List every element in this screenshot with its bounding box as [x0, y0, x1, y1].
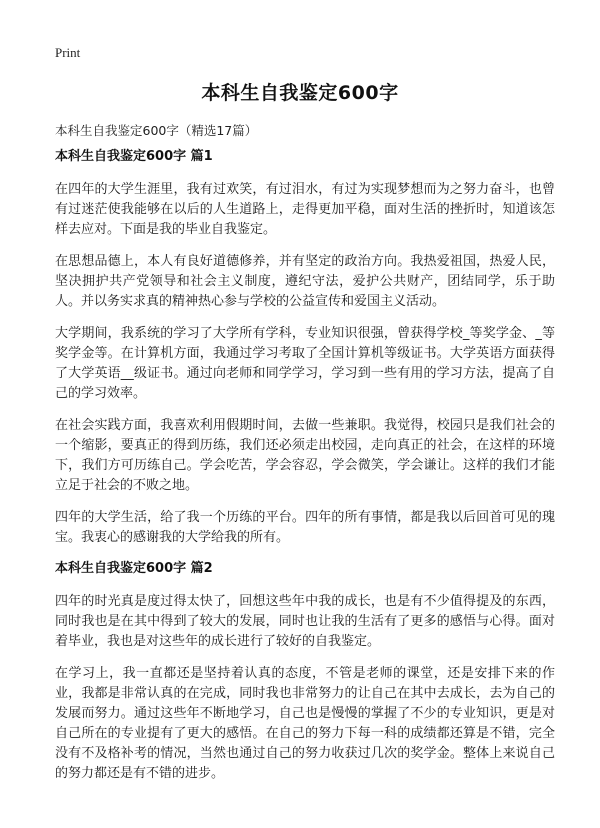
paragraph: 在思想品德上，本人有良好道德修养，并有坚定的政治方向。我热爱祖国，热爱人民，坚决拥护共产党领导和社会主义制度，遵纪守法，爱护公共财产，团结同学，乐于助人。并以务实求真的精神热心参与学校的公益宣传和爱国主义活动。 — [55, 254, 555, 309]
section-heading: 本科生自我鉴定600字 篇1 — [55, 149, 213, 164]
article-body — [55, 148, 555, 796]
paragraph: 在社会实践方面，我喜欢利用假期时间，去做一些兼职。我觉得，校园只是我们社会的一个缩影，要真正的得到历练，我们还必须走出校园，走向真正的社会，在这样的环境下，我们方可历练自己。学会吃苦，学会容忍，学会微笑，学会谦让。这样的我们才能立足于社会的不败之地。 — [55, 418, 555, 493]
section-heading: 本科生自我鉴定600字 篇2 — [55, 561, 213, 576]
paragraph: 在四年的大学生涯里，我有过欢笑，有过泪水，有过为实现梦想而为之努力奋斗，也曾有过迷茫使我能够在以后的人生道路上，走得更加平稳，面对生活的挫折时，知道该怎样去应对。下面是我的毕业自我鉴定。 — [55, 182, 555, 237]
paragraph: 大学期间，我系统的学习了大学所有学科，专业知识很强，曾获得学校_等奖学金、_等奖学金等。在计算机方面，我通过学习考取了全国计算机等级证书。大学英语方面获得了大学英语__级证书。通过向老师和同学学习，学习到一些有用的学习方法，提高了自己的学习效率。 — [55, 326, 555, 401]
paragraph: 四年的时光真是度过得太快了，回想这些年中我的成长，也是有不少值得提及的东西，同时我也是在其中得到了较大的发展，同时也让我的生活有了更多的感悟与心得。面对着毕业，我也是对这些年的成长进行了较好的自我鉴定。 — [55, 594, 555, 649]
page-title: 本科生自我鉴定600字 — [201, 82, 399, 104]
print-link[interactable]: Print — [55, 45, 81, 60]
section-1 — [55, 148, 555, 548]
paragraph: 在学习上，我一直都还是坚持着认真的态度，不管是老师的课堂，还是安排下来的作业，我都是非常认真的在完成，同时我也非常努力的让自己在其中去成长，去为自己的发展而努力。通过这些年不断地学习，自己也是慢慢的掌握了不少的专业知识，更是对自己所在的专业提有了更大的感悟。在自己的努力下每一科的成绩都还算是不错，完全没有不及格补考的情况，当然也通过自己的努力收获过几次的奖学金。整体上来说自己的努力都还是有不错的进步。 — [55, 666, 555, 781]
section-2 — [55, 560, 555, 784]
paragraph: 四年的大学生活，给了我一个历练的平台。四年的所有事情，都是我以后回首可见的瑰宝。我衷心的感谢我的大学给我的所有。 — [55, 510, 555, 545]
page-subtitle: 本科生自我鉴定600字（精选17篇） — [55, 123, 258, 138]
